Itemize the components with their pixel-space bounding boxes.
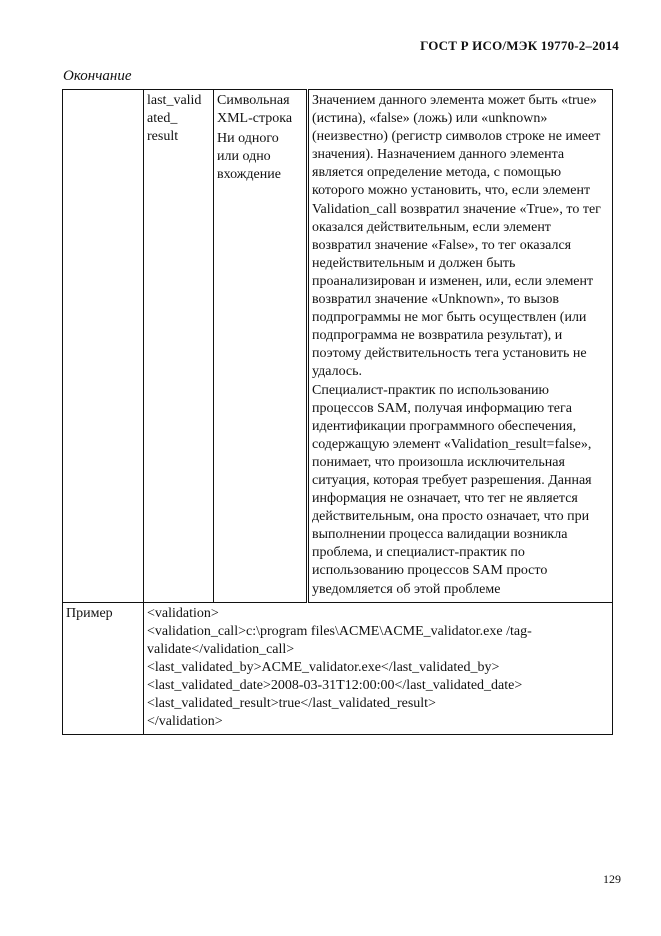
- empty-cell: [63, 90, 144, 603]
- example-line: </validation>: [147, 714, 223, 730]
- element-definition-table: [62, 89, 613, 735]
- example-label: Пример: [63, 602, 144, 735]
- description-cell: [308, 90, 613, 603]
- example-line: <validation_call>c:\program files\ACME\ACME_validator.exe /tag-validate</validation_call>: [147, 623, 532, 657]
- type-cell: [214, 90, 308, 603]
- example-line: <last_validated_result>true</last_validated_result>: [147, 696, 436, 712]
- element-occurrence: Ни одного или одно вхождение: [217, 131, 281, 183]
- table-continuation-caption: Окончание: [63, 68, 132, 84]
- standard-header: ГОСТ Р ИСО/МЭК 19770-2–2014: [420, 38, 619, 53]
- element-name-cell: last_valid ated_ result: [144, 90, 214, 603]
- example-line: <last_validated_by>ACME_validator.exe</last_validated_by>: [147, 659, 500, 675]
- page-number: 129: [603, 872, 621, 886]
- example-line: <validation>: [147, 605, 219, 621]
- example-line: <last_validated_date>2008-03-31T12:00:00</last_validated_date>: [147, 678, 523, 693]
- example-code-cell: [144, 602, 613, 735]
- element-type: Символьная XML-строка: [217, 93, 293, 127]
- table-row: [63, 90, 613, 603]
- example-row: [63, 602, 613, 735]
- description-paragraph-1: Значением данного элемента может быть «true» (истина), «false» (ложь) или «unknown» (неизвестно) (регистр символов строке не имеет значения). Назначением данного элемента является определение метода, с помощью которого можно установить, что, если элемент Validation_call возвратил значение «True», то тег оказался действительным, если элемент возвратил значение «False», то тег оказался недействительным и должен быть проанализирован и изменен, или, если элемент возвратил значение «Unknown», то вызов подпрограммы не мог быть осуществлен (или подпрограмма не возвратила результат), и поэтому действительность тега установить не удалось.: [312, 93, 601, 380]
- description-paragraph-2: Специалист-практик по использованию процессов SAM, получая информацию тега идентификации программного обеспечения, содержащую элемент «Validation_result=false», понимает, что произошла исключительная ситуация, которая требует разрешения. Данная информация не означает, что тег не является действительным, она просто означает, что при выполнении процесса валидации возникла проблема, и специалист-практик по использованию процессов SAM просто уведомляется об этой проблеме: [312, 382, 592, 597]
